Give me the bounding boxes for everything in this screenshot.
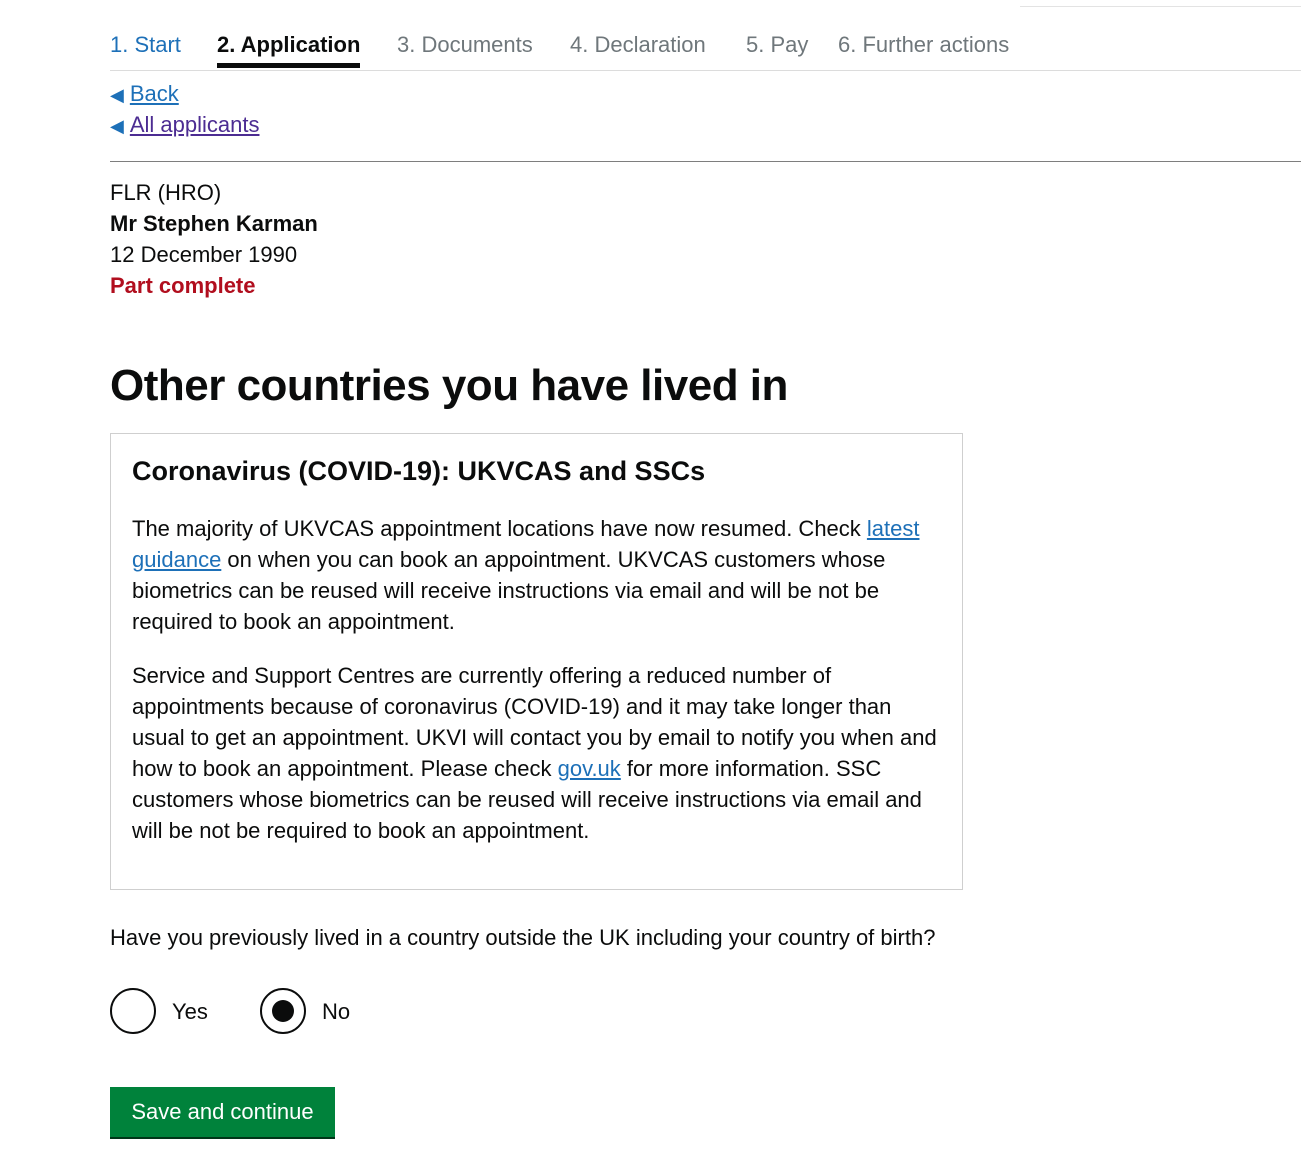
radio-no[interactable] (260, 988, 306, 1034)
notice-p2-text-end: for more information. SSC customers whose biometrics can be reused will receive instructions via email and will be not be required to book an appointment. (132, 756, 922, 843)
notice-p2-text-start: Service and Support Centres are currently offering a reduced number of appointments because of coronavirus (COVID-19) and it may take longer than usual to get an appointment. UKVI will contact you by email to notify you when and how to book an appointment. Please check (132, 663, 937, 781)
radio-no-label[interactable]: No (322, 999, 351, 1024)
notice-p1-text-start: The majority of UKVCAS appointment locations have now resumed. Check (132, 516, 867, 541)
page-title: Other countries you have lived in (110, 361, 788, 410)
covid-notice (110, 433, 963, 890)
notice-paragraph-2 (132, 660, 937, 846)
notice-heading: Coronavirus (COVID-19): UKVCAS and SSCs (132, 456, 706, 486)
notice-paragraph-1 (132, 513, 937, 637)
status-badge: Part complete (110, 273, 256, 298)
radio-yes[interactable] (110, 988, 156, 1034)
section-divider (110, 161, 1301, 162)
progress-steps (110, 28, 1301, 71)
all-applicants-triangle-icon: ◀ (110, 116, 124, 136)
lived-abroad-question: Have you previously lived in a country outside the UK including your country of birth? (110, 925, 936, 950)
gov-uk-link[interactable]: gov.uk (557, 756, 621, 781)
step-start[interactable]: 1. Start (110, 32, 181, 57)
step-further-actions: 6. Further actions (838, 32, 1010, 57)
back-link[interactable] (110, 80, 179, 109)
latest-guidance-link[interactable]: latest guidance (132, 516, 920, 572)
notice-p1-text-end: on when you can book an appointment. UKVCAS customers whose biometrics can be reused will receive instructions via email and will be not be required to book an appointment. (132, 547, 886, 634)
step-pay: 5. Pay (746, 32, 809, 57)
step-documents: 3. Documents (397, 32, 533, 57)
all-applicants-label: All applicants (129, 112, 260, 137)
radio-selected-dot (272, 1000, 294, 1022)
applicant-dob: 12 December 1990 (110, 242, 298, 267)
save-and-continue-button[interactable]: Save and continue (110, 1087, 335, 1137)
top-rule (1020, 6, 1301, 7)
application-type: FLR (HRO) (110, 180, 222, 205)
step-application: 2. Application (217, 28, 360, 62)
back-triangle-icon: ◀ (110, 85, 124, 105)
all-applicants-link[interactable] (110, 111, 259, 140)
back-link-label: Back (129, 81, 179, 106)
step-declaration: 4. Declaration (570, 32, 706, 57)
radio-yes-label[interactable]: Yes (172, 999, 208, 1024)
applicant-name: Mr Stephen Karman (110, 211, 318, 236)
